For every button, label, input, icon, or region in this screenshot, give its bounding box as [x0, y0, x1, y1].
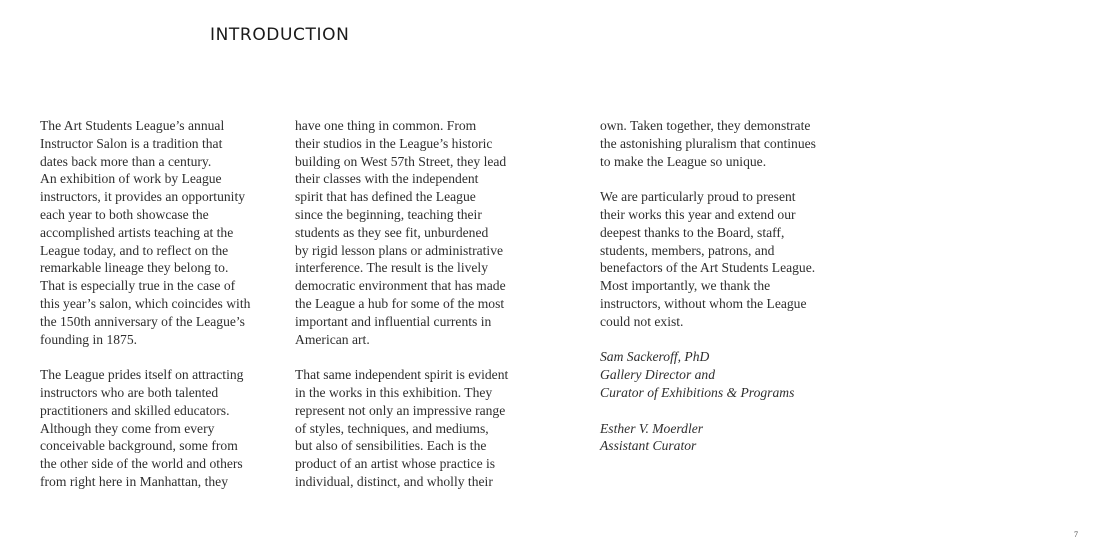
text-line: Most importantly, we thank the	[600, 278, 771, 294]
text-line: An exhibition of work by League	[40, 171, 222, 187]
text-line: important and influential currents in	[295, 313, 492, 329]
text-line: the 150th anniversary of the League’s	[40, 313, 245, 329]
page-title: INTRODUCTION	[210, 25, 350, 45]
paragraph	[600, 188, 860, 330]
text-line: accomplished artists teaching at the	[40, 224, 234, 240]
text-line: but also of sensibilities. Each is the	[295, 438, 487, 454]
paragraph	[295, 117, 535, 348]
text-line: Instructor Salon is a tradition that	[40, 135, 223, 151]
signature-title: Assistant Curator	[600, 438, 697, 454]
signature-title: Gallery Director and	[600, 367, 716, 383]
text-line: each year to both showcase the	[40, 206, 209, 222]
text-line: instructors who are both talented	[40, 384, 219, 400]
text-line: their works this year and extend our	[600, 206, 796, 222]
paragraph	[40, 117, 280, 348]
text-line: dates back more than a century.	[40, 153, 212, 169]
text-line: their studios in the League’s historic	[295, 135, 493, 151]
text-line: in the works in this exhibition. They	[295, 384, 493, 400]
text-line: instructors, it provides an opportunity	[40, 189, 246, 205]
text-line: own. Taken together, they demonstrate	[600, 118, 811, 133]
text-line: League today, and to reflect on the	[40, 242, 229, 258]
signature-title: Curator of Exhibitions & Programs	[600, 384, 795, 400]
text-line: to make the League so unique.	[600, 153, 767, 169]
text-line: from right here in Manhattan, they	[40, 473, 228, 489]
page-number: 7	[1074, 530, 1078, 539]
text-line: product of an artist whose practice is	[295, 456, 496, 472]
signature-moerdler	[600, 420, 860, 456]
text-line: could not exist.	[600, 313, 684, 329]
text-line: conceivable background, some from	[40, 438, 238, 454]
text-column-1	[40, 117, 280, 491]
text-line: The League prides itself on attracting	[40, 367, 244, 383]
text-line: have one thing in common. From	[295, 118, 477, 133]
text-line: the astonishing pluralism that continues	[600, 135, 816, 151]
text-line: spirit that has defined the League	[295, 189, 476, 205]
text-line: the League a hub for some of the most	[295, 295, 505, 311]
text-line: interference. The result is the lively	[295, 260, 489, 276]
text-line: democratic environment that has made	[295, 278, 506, 294]
text-line: this year’s salon, which coincides with	[40, 295, 251, 311]
text-line: building on West 57th Street, they lead	[295, 153, 507, 169]
signature-sackeroff	[600, 348, 860, 401]
signature-name: Sam Sackeroff, PhD	[600, 349, 710, 365]
text-line: Although they come from every	[40, 420, 215, 436]
text-line: benefactors of the Art Students League.	[600, 260, 816, 276]
text-line: since the beginning, teaching their	[295, 206, 482, 222]
text-line: remarkable lineage they belong to.	[40, 260, 229, 276]
text-line: the other side of the world and others	[40, 456, 243, 472]
text-line: instructors, without whom the League	[600, 295, 807, 311]
text-line: The Art Students League’s annual	[40, 118, 225, 133]
text-column-3	[600, 117, 860, 455]
text-line: individual, distinct, and wholly their	[295, 473, 493, 489]
text-line: We are particularly proud to present	[600, 189, 796, 205]
text-line: represent not only an impressive range	[295, 402, 506, 418]
text-line: deepest thanks to the Board, staff,	[600, 224, 785, 240]
paragraph	[600, 117, 860, 170]
text-line: American art.	[295, 331, 370, 347]
text-line: students, members, patrons, and	[600, 242, 775, 258]
text-line: That is especially true in the case of	[40, 278, 236, 294]
signature-name: Esther V. Moerdler	[600, 420, 704, 436]
text-line: students as they see fit, unburdened	[295, 224, 489, 240]
text-column-2	[295, 117, 535, 491]
text-line: That same independent spirit is evident	[295, 367, 509, 383]
text-line: practitioners and skilled educators.	[40, 402, 230, 418]
text-line: by rigid lesson plans or administrative	[295, 242, 504, 258]
paragraph	[40, 366, 280, 491]
text-line: founding in 1875.	[40, 331, 138, 347]
text-line: of styles, techniques, and mediums,	[295, 420, 489, 436]
paragraph	[295, 366, 535, 491]
text-line: their classes with the independent	[295, 171, 479, 187]
